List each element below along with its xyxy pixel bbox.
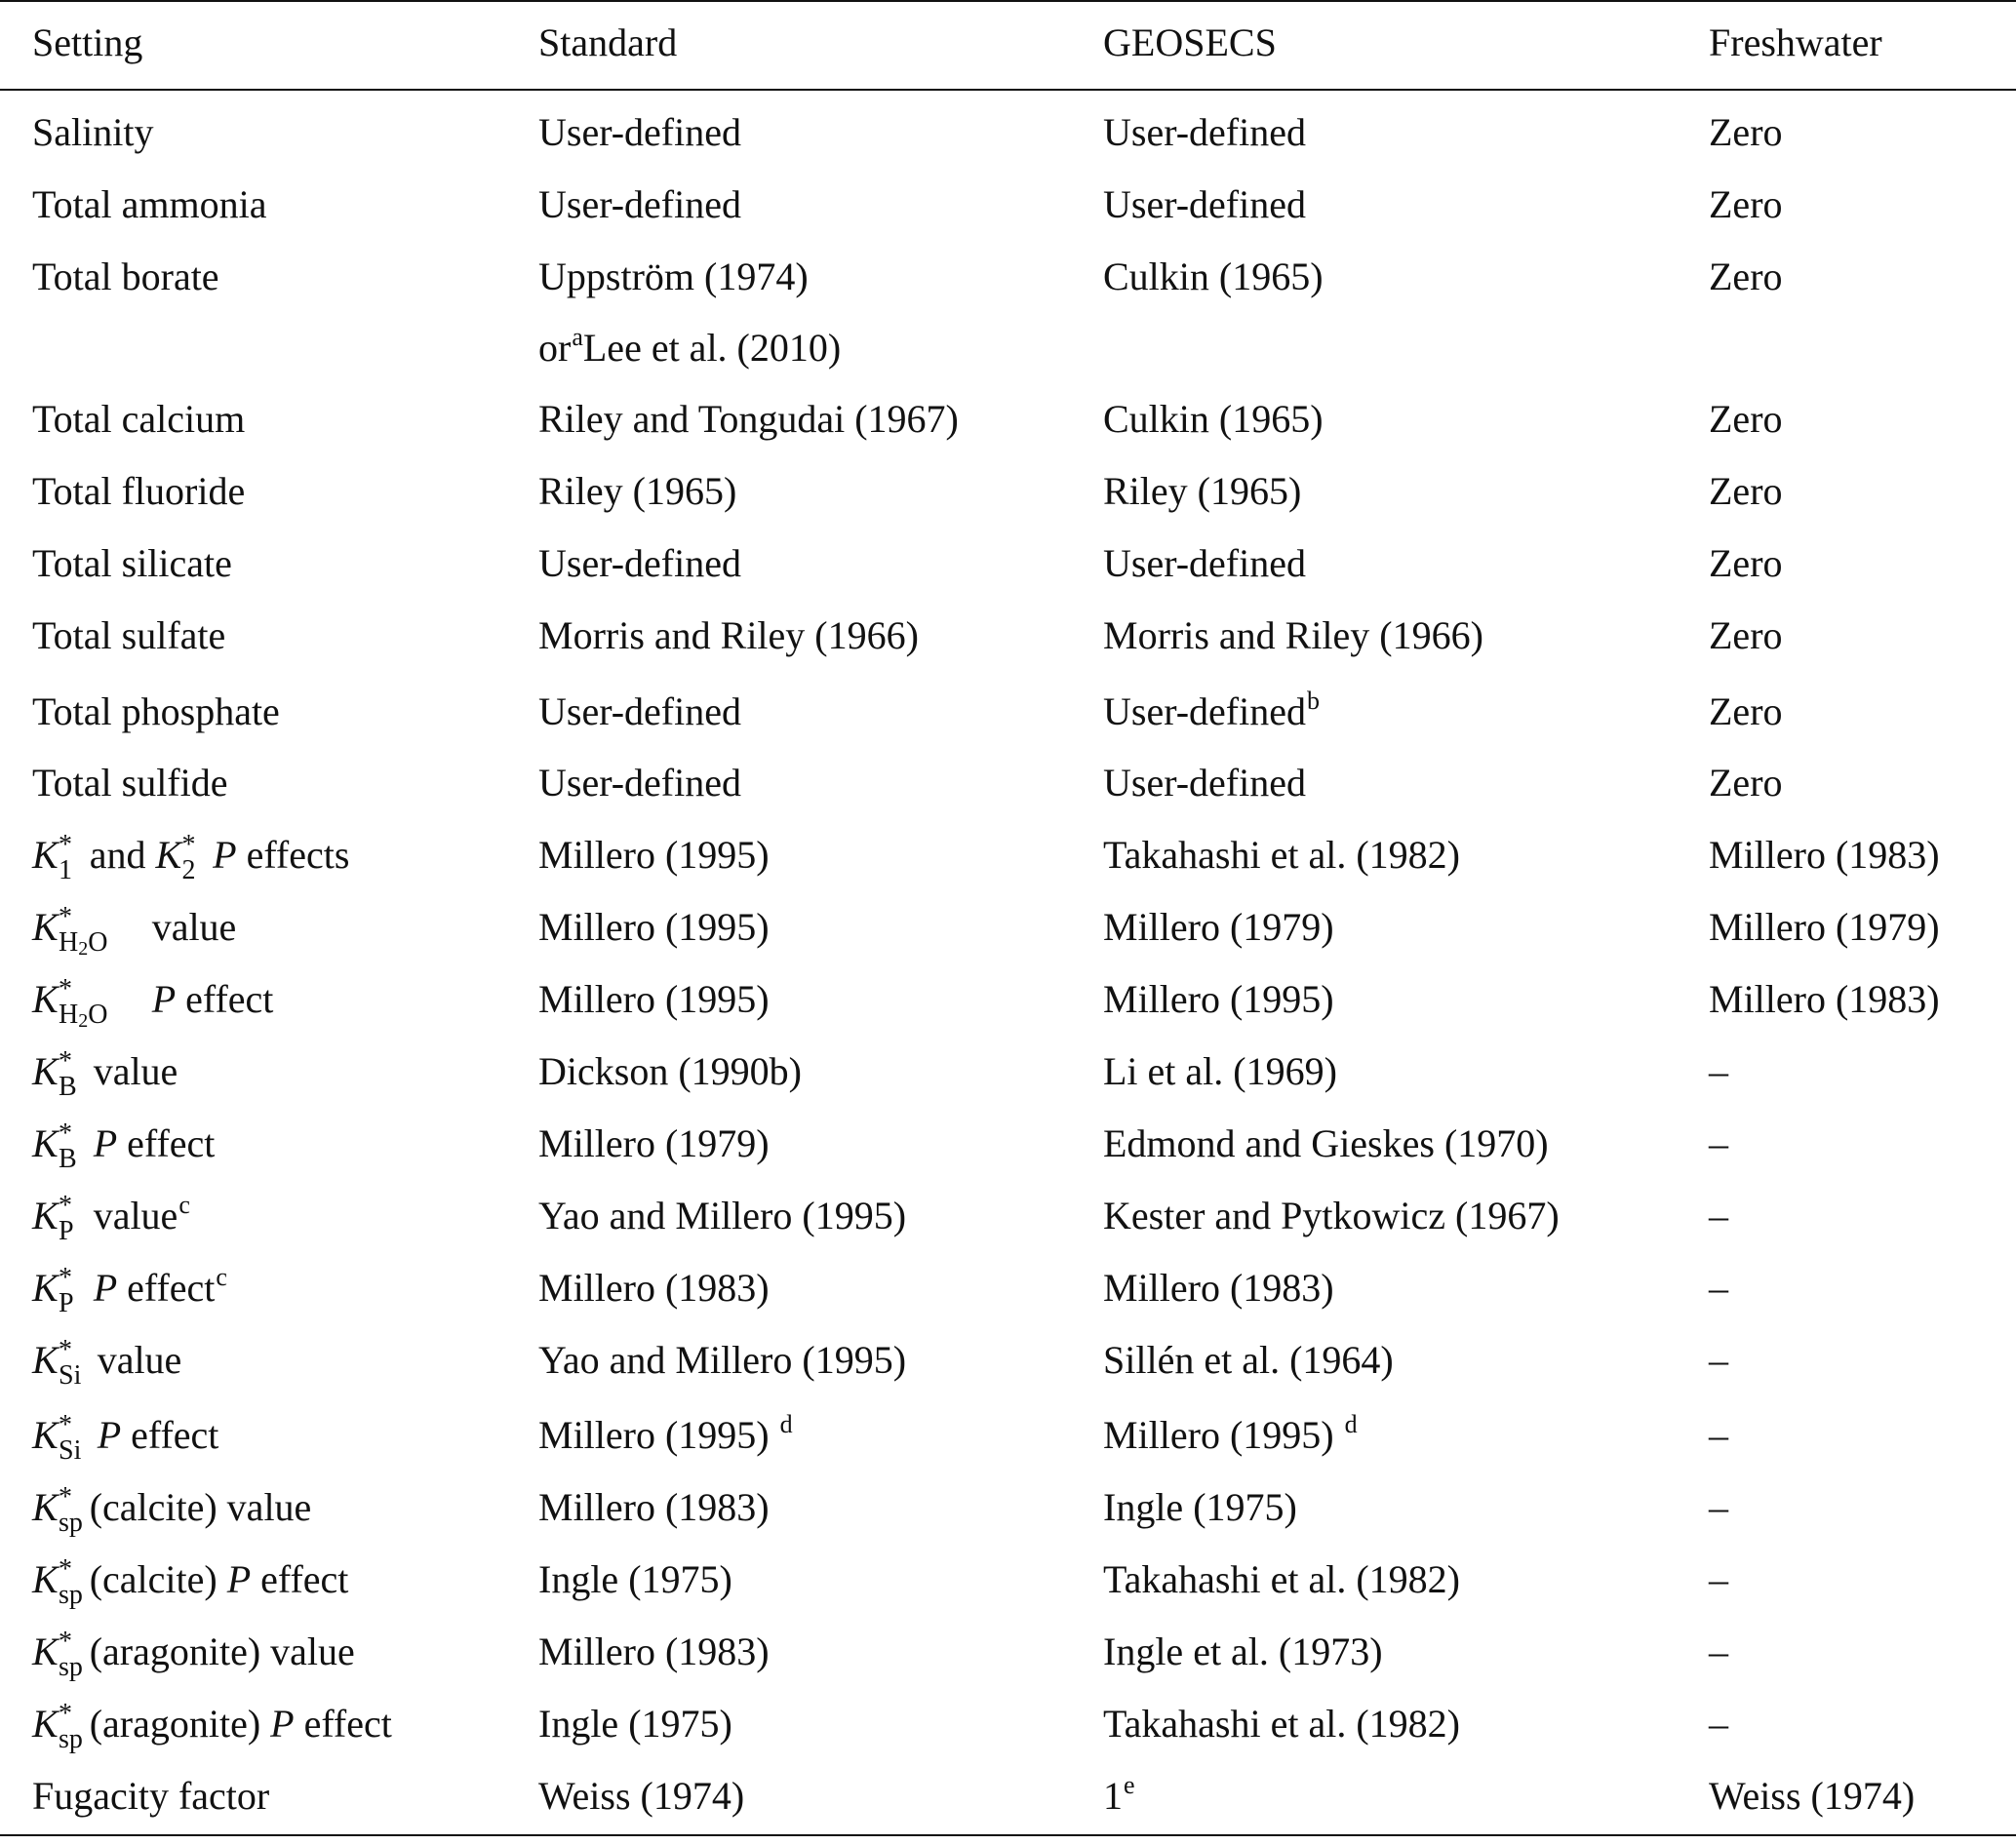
mineral-text: (calcite)	[89, 1557, 217, 1601]
standard-cell: Weiss (1974)	[538, 1774, 745, 1818]
freshwater-cell: Zero	[1709, 110, 1783, 154]
setting-cell	[32, 1627, 355, 1682]
geosecs-cell	[1103, 1410, 1358, 1457]
geosecs-cell: Takahashi et al. (1982)	[1103, 1702, 1460, 1746]
value-text: value	[97, 1338, 182, 1382]
geosecs-text: User-defined	[1103, 689, 1306, 733]
table-row	[0, 1410, 2016, 1484]
p-symbol: P	[270, 1702, 295, 1746]
freshwater-cell: –	[1709, 1049, 1728, 1093]
setting-cell: Fugacity factor	[32, 1774, 270, 1818]
freshwater-cell: Zero	[1709, 761, 1783, 805]
geosecs-cell: User-defined	[1103, 182, 1306, 226]
footnote-d: d	[779, 1410, 793, 1438]
geosecs-cell: Culkin (1965)	[1103, 255, 1324, 298]
header-rule	[0, 89, 2016, 91]
freshwater-cell: Zero	[1709, 469, 1783, 513]
freshwater-cell: –	[1709, 1266, 1728, 1310]
or-prefix: or	[538, 326, 572, 370]
ksp-symbol: K * sp	[32, 1627, 83, 1682]
table-header	[0, 0, 2016, 88]
geosecs-cell: Edmond and Gieskes (1970)	[1103, 1121, 1549, 1165]
effect-text: effect	[131, 1413, 219, 1457]
freshwater-cell: –	[1709, 1121, 1728, 1165]
standard-cell: Yao and Millero (1995)	[538, 1194, 907, 1237]
geosecs-cell: Morris and Riley (1966)	[1103, 613, 1483, 657]
freshwater-cell: Zero	[1709, 613, 1783, 657]
footnote-e: e	[1124, 1771, 1135, 1799]
k2-symbol: K * 2	[155, 830, 196, 885]
setting-cell	[32, 902, 237, 960]
standard-cell: User-defined	[538, 761, 741, 805]
kp-symbol: K * P	[32, 1263, 74, 1318]
standard-cell: Millero (1995)	[538, 905, 770, 949]
standard-cell: User-defined	[538, 182, 741, 226]
table-row	[0, 1046, 2016, 1120]
value-text: (calcite) value	[89, 1485, 312, 1529]
setting-cell	[32, 1119, 216, 1174]
table-row	[0, 182, 2016, 254]
value-text: value	[93, 1049, 178, 1093]
setting-cell: Total ammonia	[32, 182, 267, 226]
standard-cell: Millero (1995)	[538, 833, 770, 877]
standard-cell: Millero (1983)	[538, 1485, 770, 1529]
effect-text: effect	[127, 1266, 216, 1310]
header-freshwater: Freshwater	[1709, 20, 1882, 64]
geosecs-cell: Li et al. (1969)	[1103, 1049, 1337, 1093]
table-row	[0, 1482, 2016, 1556]
freshwater-cell: –	[1709, 1194, 1728, 1237]
standard-cell: Uppström (1974)	[538, 255, 809, 298]
freshwater-cell: Millero (1979)	[1709, 905, 1940, 949]
standard-cell: Dickson (1990b)	[538, 1049, 802, 1093]
setting-cell	[32, 1554, 349, 1610]
freshwater-cell: –	[1709, 1338, 1728, 1382]
freshwater-cell: Zero	[1709, 689, 1783, 733]
setting-cell	[32, 1263, 227, 1318]
table-row	[0, 1627, 2016, 1701]
table-row	[0, 761, 2016, 832]
table-row	[0, 1335, 2016, 1409]
freshwater-cell: Zero	[1709, 541, 1783, 585]
ksp-symbol: K * sp	[32, 1554, 83, 1610]
ksi-symbol: K * Si	[32, 1410, 82, 1466]
setting-cell: Total sulfide	[32, 761, 228, 805]
geosecs-text: Millero (1995)	[1103, 1413, 1334, 1457]
footnote-b: b	[1307, 687, 1320, 715]
value-text: value	[93, 1194, 178, 1237]
geosecs-cell: User-defined	[1103, 541, 1306, 585]
setting-cell: Total calcium	[32, 397, 246, 441]
setting-cell: Total phosphate	[32, 689, 280, 733]
freshwater-cell: Zero	[1709, 397, 1783, 441]
standard-cell: Millero (1979)	[538, 1121, 770, 1165]
geosecs-cell	[1103, 1771, 1135, 1818]
footnote-d: d	[1344, 1410, 1358, 1438]
ksi-symbol: K * Si	[32, 1335, 82, 1391]
standard-cell: Morris and Riley (1966)	[538, 613, 919, 657]
geosecs-text: 1	[1103, 1774, 1123, 1818]
setting-cell	[32, 1046, 178, 1102]
kh2o-symbol: K * $H_2O$	[32, 902, 108, 960]
effect-text: effect	[185, 977, 274, 1021]
geosecs-cell: Ingle et al. (1973)	[1103, 1629, 1383, 1673]
standard-cell	[538, 1410, 793, 1457]
table-row	[0, 1554, 2016, 1629]
table-row	[0, 974, 2016, 1048]
freshwater-cell: –	[1709, 1413, 1728, 1457]
standard-cell: Yao and Millero (1995)	[538, 1338, 907, 1382]
table-row	[0, 687, 2016, 761]
freshwater-cell: –	[1709, 1557, 1728, 1601]
k1-symbol: K * 1	[32, 830, 72, 885]
geosecs-cell: User-defined	[1103, 761, 1306, 805]
ksp-symbol: K * sp	[32, 1699, 83, 1754]
setting-cell: Total sulfate	[32, 613, 226, 657]
footnote-c: c	[178, 1191, 190, 1219]
setting-cell: Total borate	[32, 255, 219, 298]
value-text: value	[151, 905, 237, 949]
geosecs-cell: Kester and Pytkowicz (1967)	[1103, 1194, 1560, 1237]
mineral-text: (aragonite)	[89, 1702, 261, 1746]
freshwater-cell: Zero	[1709, 255, 1783, 298]
setting-cell: Total fluoride	[32, 469, 246, 513]
p-symbol: P	[93, 1266, 118, 1310]
effect-text: effect	[260, 1557, 349, 1601]
kp-symbol: K * P	[32, 1191, 74, 1246]
footnote-c: c	[216, 1263, 227, 1291]
header-setting: Setting	[32, 20, 143, 64]
table-row	[0, 469, 2016, 540]
geosecs-cell: Ingle (1975)	[1103, 1485, 1297, 1529]
p-symbol: P	[151, 977, 177, 1021]
effect-text: effect	[127, 1121, 216, 1165]
freshwater-cell: –	[1709, 1702, 1728, 1746]
setting-cell	[32, 1335, 182, 1391]
ksp-symbol: K * sp	[32, 1482, 83, 1538]
footnote-a: a	[572, 323, 583, 351]
geosecs-cell: Millero (1995)	[1103, 977, 1334, 1021]
kb-symbol: K * B	[32, 1046, 77, 1102]
setting-cell: Total silicate	[32, 541, 232, 585]
kb-symbol: K * B	[32, 1119, 77, 1174]
setting-cell	[32, 1482, 312, 1538]
kh2o-symbol: K * $H_2O$	[32, 974, 108, 1032]
table-row	[0, 1699, 2016, 1773]
table-row	[0, 830, 2016, 904]
p-symbol: P	[226, 1557, 252, 1601]
standard-cell: User-defined	[538, 541, 741, 585]
lee-ref: Lee et al. (2010)	[582, 326, 842, 370]
setting-cell: Salinity	[32, 110, 154, 154]
standard-cell: User-defined	[538, 689, 741, 733]
freshwater-cell: Millero (1983)	[1709, 977, 1940, 1021]
p-symbol: P	[97, 1413, 122, 1457]
standard-cell-line2	[538, 323, 842, 370]
freshwater-cell: Zero	[1709, 182, 1783, 226]
freshwater-cell: Weiss (1974)	[1709, 1774, 1916, 1818]
setting-cell	[32, 1699, 392, 1754]
standard-text: Millero (1995)	[538, 1413, 770, 1457]
standard-cell: Ingle (1975)	[538, 1557, 732, 1601]
geosecs-cell: Millero (1983)	[1103, 1266, 1334, 1310]
setting-cell	[32, 830, 350, 885]
table-row	[0, 1263, 2016, 1337]
geosecs-cell: Takahashi et al. (1982)	[1103, 833, 1460, 877]
table-row	[0, 1191, 2016, 1265]
geosecs-cell: Riley (1965)	[1103, 469, 1302, 513]
freshwater-cell: Millero (1983)	[1709, 833, 1940, 877]
p-symbol: P	[93, 1121, 118, 1165]
geosecs-cell: User-defined	[1103, 110, 1306, 154]
effects-text: effects	[246, 833, 350, 877]
standard-cell: Riley (1965)	[538, 469, 737, 513]
geosecs-cell: Sillén et al. (1964)	[1103, 1338, 1394, 1382]
p-symbol: P	[213, 833, 237, 877]
bottom-rule	[0, 1834, 2016, 1836]
standard-cell: Ingle (1975)	[538, 1702, 732, 1746]
table-row	[0, 902, 2016, 976]
table-row	[0, 397, 2016, 468]
standard-cell: Millero (1983)	[538, 1629, 770, 1673]
effect-text: effect	[303, 1702, 392, 1746]
geosecs-cell: Culkin (1965)	[1103, 397, 1324, 441]
table-row	[0, 1119, 2016, 1193]
header-geosecs: GEOSECS	[1103, 20, 1277, 64]
setting-cell	[32, 1410, 219, 1466]
standard-cell: Riley and Tongudai (1967)	[538, 397, 959, 441]
table-row	[0, 541, 2016, 612]
freshwater-cell: –	[1709, 1629, 1728, 1673]
setting-cell	[32, 1191, 190, 1246]
freshwater-cell: –	[1709, 1485, 1728, 1529]
value-text: (aragonite) value	[89, 1629, 355, 1673]
standard-cell: Millero (1983)	[538, 1266, 770, 1310]
header-standard: Standard	[538, 20, 678, 64]
geosecs-cell: Millero (1979)	[1103, 905, 1334, 949]
table-row	[0, 257, 2016, 394]
geosecs-cell	[1103, 687, 1320, 733]
and-text: and	[89, 833, 146, 877]
table-row	[0, 613, 2016, 685]
geosecs-cell: Takahashi et al. (1982)	[1103, 1557, 1460, 1601]
standard-cell: Millero (1995)	[538, 977, 770, 1021]
table-row	[0, 110, 2016, 181]
setting-cell	[32, 974, 274, 1032]
standard-cell: User-defined	[538, 110, 741, 154]
